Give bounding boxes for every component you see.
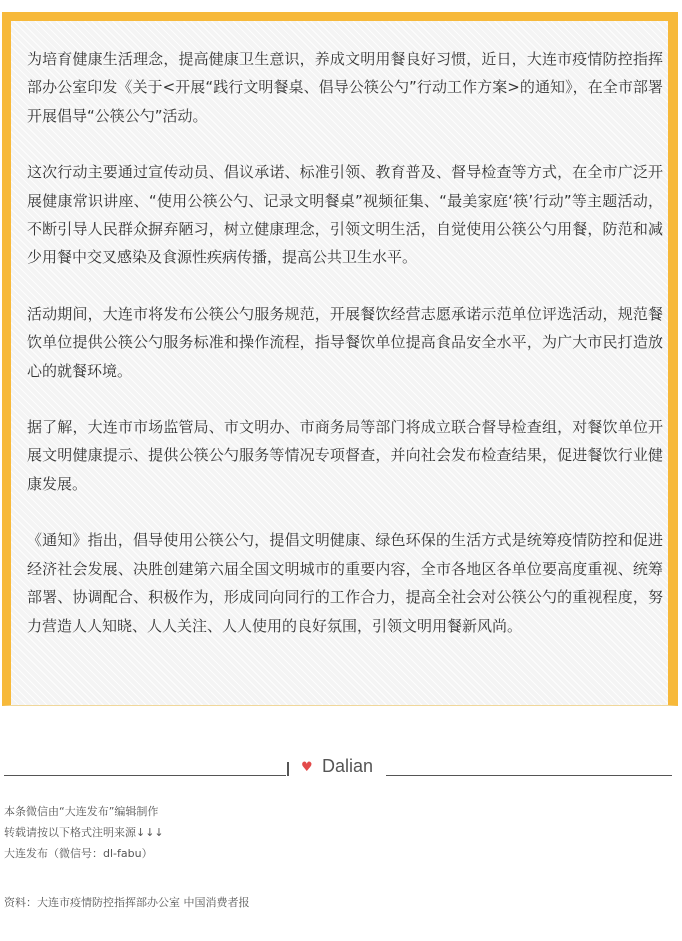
article-paragraph-4: 据了解，大连市市场监管局、市文明办、市商务局等部门将成立联合督导检查组，对餐饮单位开展文明健康提示、提供公筷公勺服务等情况专项督查，并向社会发布检查结果，促进餐饮行业健康发展。 (27, 418, 663, 493)
article-paragraph-1: 为培育健康生活理念，提高健康卫生意识，养成文明用餐良好习惯，近日，大连市疫情防控指挥部办公室印发《关于<开展“践行文明餐桌、倡导公筷公勺”行动工作方案>的通知》，在全市部署开展倡导“公筷公勺”活动。 (27, 50, 663, 125)
divider-line-right (386, 775, 672, 776)
divider-bar (287, 762, 289, 776)
footer-notes (4, 801, 674, 864)
heart-icon: ♥ (301, 760, 313, 775)
article-paragraph-3: 活动期间，大连市将发布公筷公勺服务规范，开展餐饮经营志愿承诺示范单位评选活动，规范餐饮单位提供公筷公勺服务标准和操作流程，指导餐饮单位提高食品安全水平，为广大市民打造放心的就餐环境。 (27, 304, 663, 380)
footer-editor-note: 本条微信由“大连发布”编辑制作 (4, 805, 159, 818)
footer-account-id: 大连发布（微信号：dl-fabu） (4, 847, 153, 860)
article-body (27, 45, 663, 668)
article-paragraph-2: 这次行动主要通过宣传动员、倡议承诺、标准引领、教育普及、督导检查等方式，在全市广泛开展健康常识讲座、“使用公筷公勺、记录文明餐桌”视频征集、“最美家庭‘筷’行动”等主题活动，不断引导人民群众摒弃陋习，树立健康理念，引领文明生活，自觉使用公筷公勺用餐，防范和减少用餐中交叉感染及食源性疾病传播，提高公共卫生水平。 (27, 163, 663, 267)
dalian-signature-divider (0, 752, 682, 782)
footer-source: 资料：大连市疫情防控指挥部办公室 中国消费者报 (4, 896, 250, 909)
article-paragraph-5: 《通知》指出，倡导使用公筷公勺，提倡文明健康、绿色环保的生活方式是统筹疫情防控和促进经济社会发展、决胜创建第六届全国文明城市的重要内容，全市各地区各单位要高度重视、统筹部署、协调配合、积极作为，形成同向同行的工作合力，提高全社会对公筷公勺的重视程度，努力营造人人知晓、人人关注、人人使用的良好氛围，引领文明用餐新风尚。 (27, 531, 663, 635)
footer-reprint-note: 转载请按以下格式注明来源↓↓↓ (4, 826, 164, 839)
article-card (2, 12, 678, 706)
brand-text: Dalian (322, 756, 374, 776)
divider-line-left (4, 775, 286, 776)
